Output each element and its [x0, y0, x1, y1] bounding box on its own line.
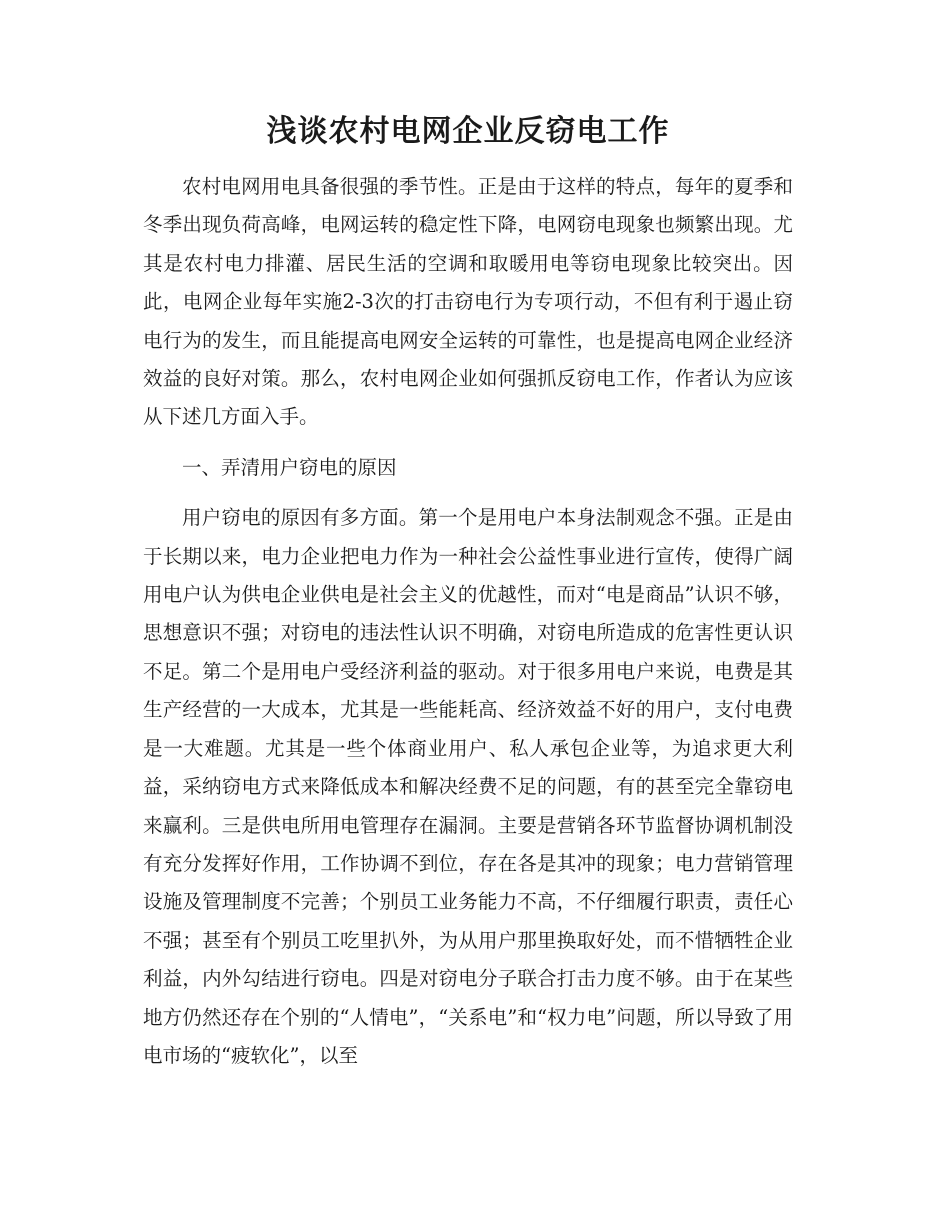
- document-title: 浅谈农村电网企业反窃电工作: [266, 114, 670, 149]
- section-heading: 一、弄清用户窃电的原因: [182, 455, 397, 479]
- document-page: [143, 110, 793, 1075]
- intro-paragraph: 农村电网用电具备很强的季节性。正是由于这样的特点，每年的夏季和冬季出现负荷高峰，电网运转的稳定性下降，电网窃电现象也频繁出现。尤其是农村电力排灌、居民生活的空调和取暖用电等窃电现象比较突出。因此，电网企业每年实施2-3次的打击窃电行为专项行动，不但有利于遏止窃电行为的发生，而且能提高电网安全运转的可靠性，也是提高电网企业经济效益的良好对策。那么，农村电网企业如何强抓反窃电工作，作者认为应该从下述几方面入手。: [143, 175, 793, 429]
- section-body-paragraph: 用户窃电的原因有多方面。第一个是用电户本身法制观念不强。正是由于长期以来，电力企业把电力作为一种社会公益性事业进行宣传，使得广阔用电户认为供电企业供电是社会主义的优越性，而对“电是商品”认识不够，思想意识不强；对窃电的违法性认识不明确，对窃电所造成的危害性更认识不足。第二个是用电户受经济利益的驱动。对于很多用电户来说，电费是其生产经营的一大成本，尤其是一些能耗高、经济效益不好的用户，支付电费是一大难题。尤其是一些个体商业用户、私人承包企业等，为追求更大利益，采纳窃电方式来降低成本和解决经费不足的问题，有的甚至完全靠窃电来赢利。三是供电所用电管理存在漏洞。主要是营销各环节监督协调机制没有充分发挥好作用，工作协调不到位，存在各是其冲的现象；电力营销管理设施及管理制度不完善；个别员工业务能力不高，不仔细履行职责，责任心不强；甚至有个别员工吃里扒外，为从用户那里换取好处，而不惜牺牲企业利益，内外勾结进行窃电。四是对窃电分子联合打击力度不够。由于在某些地方仍然还存在个别的“人情电”，“关系电”和“权力电”问题，所以导致了用电市场的“疲软化”，以至: [143, 506, 793, 1067]
